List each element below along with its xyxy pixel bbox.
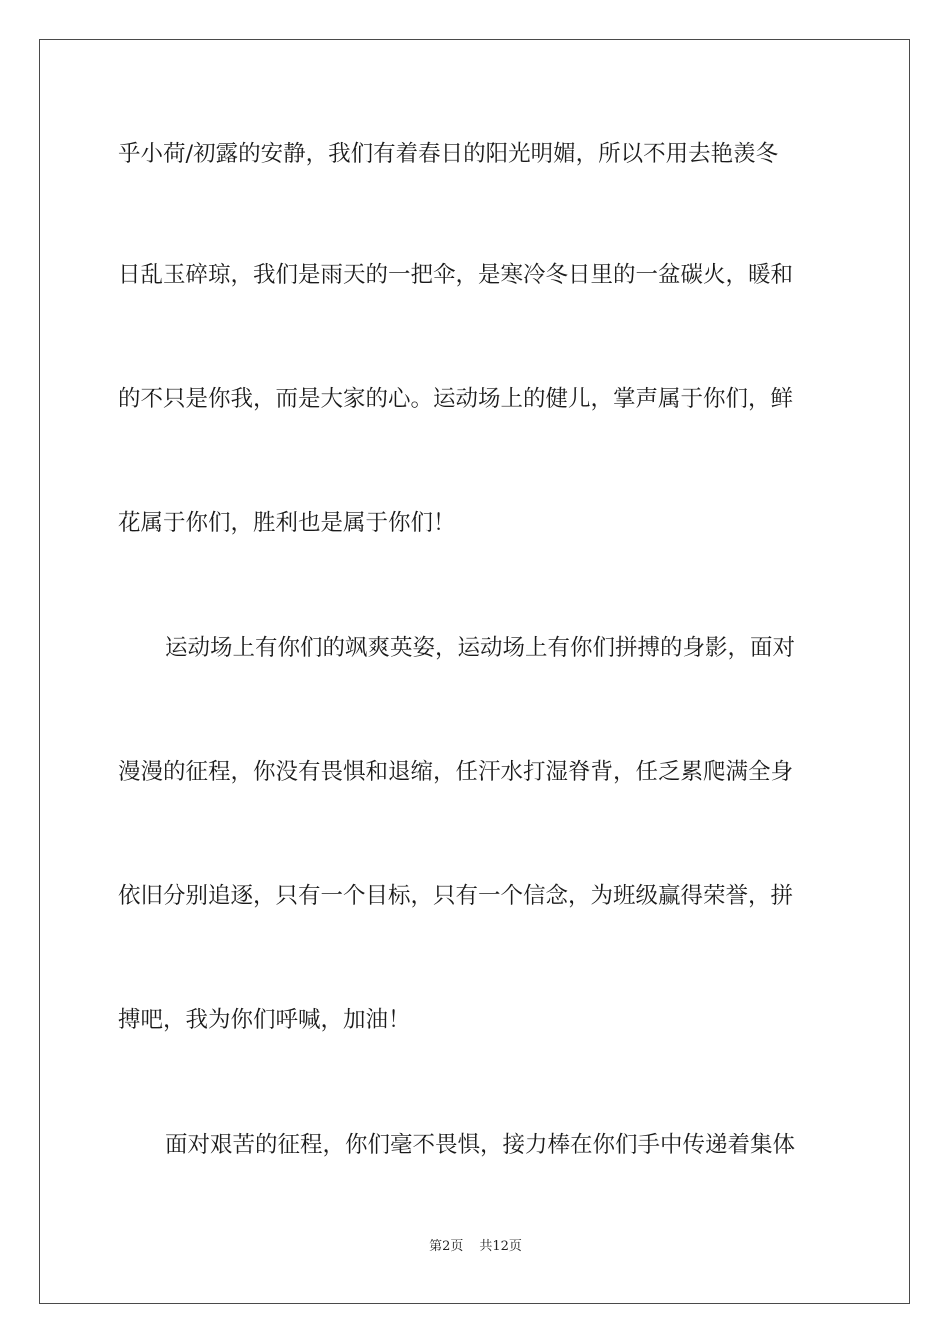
- total-pages: 共12页: [479, 1239, 522, 1254]
- text-line: 乎小荷/初露的安静，我们有着春日的阳光明媚，所以不用去艳羡冬: [118, 141, 779, 167]
- page-footer: [40, 1235, 911, 1254]
- paragraph-first-line: 运动场上有你们的飒爽英姿，运动场上有你们拼搏的身影，面对: [165, 635, 796, 661]
- text-line: 日乱玉碎琼，我们是雨天的一把伞，是寒冷冬日里的一盆碳火，暖和: [118, 262, 794, 288]
- text-line: 的不只是你我，而是大家的心。运动场上的健儿，掌声属于你们，鲜: [118, 386, 794, 412]
- text-line: 漫漫的征程，你没有畏惧和退缩，任汗水打湿脊背，任乏累爬满全身: [118, 759, 794, 785]
- paragraph-first-line: 面对艰苦的征程，你们毫不畏惧，接力棒在你们手中传递着集体: [165, 1132, 796, 1158]
- text-line: 依旧分别追逐，只有一个目标，只有一个信念，为班级赢得荣誉，拼: [118, 883, 794, 909]
- page-number: 第2页: [429, 1239, 464, 1254]
- text-line: 搏吧，我为你们呼喊，加油！: [118, 1007, 411, 1033]
- text-line: 花属于你们，胜利也是属于你们！: [118, 510, 456, 536]
- document-page: [39, 39, 910, 1304]
